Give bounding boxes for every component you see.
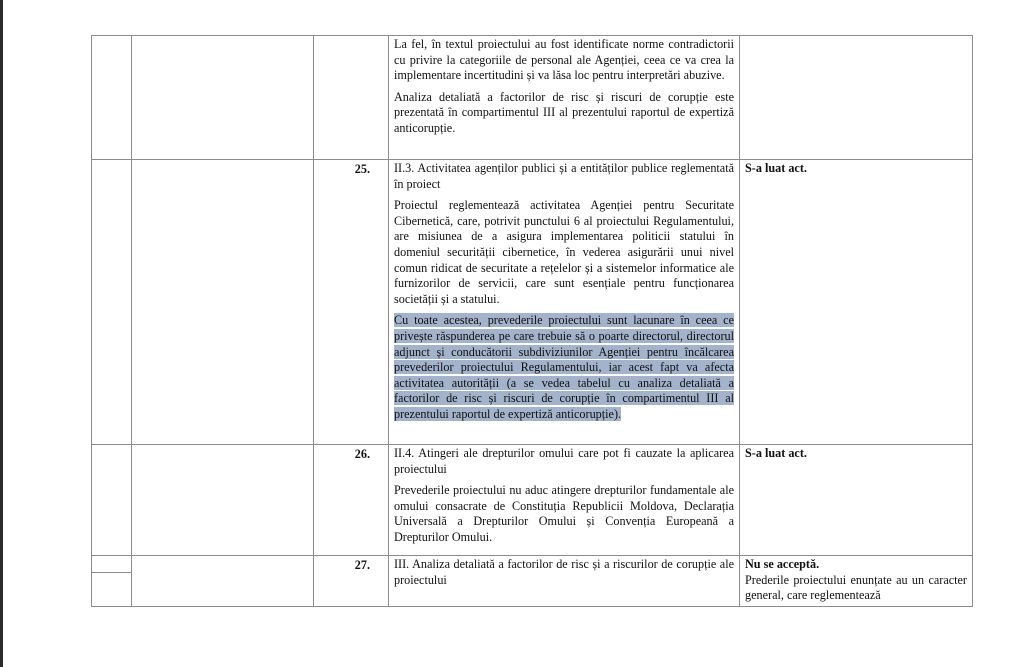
decision-cell[interactable] [740,36,973,160]
table-row [92,445,973,556]
decision-cell[interactable] [740,556,973,607]
row-number [314,36,389,160]
window-edge [0,0,3,667]
section-heading: III. Analiza detaliată a factorilor de risc și a riscurilor de corupție ale proiectului [394,557,734,587]
comments-table [91,35,973,607]
cell-col2 [132,445,314,556]
cell-col1 [92,160,132,445]
table-row [92,556,973,607]
table-row [92,36,973,160]
row-number: 27. [314,556,389,607]
decision-cell[interactable] [740,445,973,556]
decision-label: Nu se acceptă. [745,557,820,571]
decision-label: S-a luat act. [745,446,807,460]
split-cell-divider [92,556,131,573]
decision-label: S-a luat act. [745,161,807,175]
cell-col2 [132,556,314,607]
paragraph: Proiectul reglementează activitatea Agenției pentru Securitate Cibernetică, care, potrivit punctului 6 al proiectului Regulamentului, are misiunea de a asigura implementarea politicii statului în domeniul securității cibernetice, în vederea asigurării unui nivel comun ridicat de securitate a rețelelor și a sistemelor informatice ale furnizorilor de servicii, care sunt esențiale pentru funcționarea societății și a statului. [394,198,734,306]
row-number: 26. [314,445,389,556]
objection-cell[interactable] [389,160,740,445]
decision-cell[interactable] [740,160,973,445]
cell-col2 [132,160,314,445]
text-selection[interactable]: Cu toate acestea, prevederile proiectului sunt lacunare în ceea ce privește răspunderea pe care trebuie să o poarte directorul, directorul adjunct și conducătorii subdiviziunilor Agenției pentru încălcarea prevederilor proiectului Regulamentului, iar acest fapt va afecta activitatea autorității (a se vedea tabelul cu analiza detaliată a factorilor de risc și riscuri de corupție în compartimentul III al prezentului raportul de expertiză anticorupție). [394,313,734,421]
cell-col1 [92,556,132,607]
section-heading: II.3. Activitatea agenților publici și a entităților publice reglementată în proiect [394,161,734,191]
cell-col1 [92,36,132,160]
decision-text: Prederile proiectului enunțate au un caracter general, care reglementează [745,572,967,603]
objection-cell[interactable] [389,445,740,556]
section-heading: II.4. Atingeri ale drepturilor omului care pot fi cauzate la aplicarea proiectului [394,446,734,476]
paragraph: La fel, în textul proiectului au fost identificate norme contradictorii cu privire la categoriile de personal ale Agenției, ceea ce va crea la implementare incertitudini și va lăsa loc pentru interpretări abuzive. [394,37,734,83]
paragraph: Prevederile proiectului nu aduc atingere drepturilor fundamentale ale omului consacrate de Constituția Republicii Moldova, Declarația Universală a Drepturilor Omului și Convenția Europeană a Drepturilor Omului. [394,483,734,544]
row-number: 25. [314,160,389,445]
selected-paragraph[interactable] [394,313,734,422]
paragraph: Analiza detaliată a factorilor de risc și riscuri de corupție este prezentată în compartimentul III al prezentului raportul de expertiză anticorupție. [394,89,734,135]
objection-cell[interactable] [389,556,740,607]
objection-cell[interactable] [389,36,740,160]
cell-col2 [132,36,314,160]
cell-col1 [92,445,132,556]
table-row [92,160,973,445]
